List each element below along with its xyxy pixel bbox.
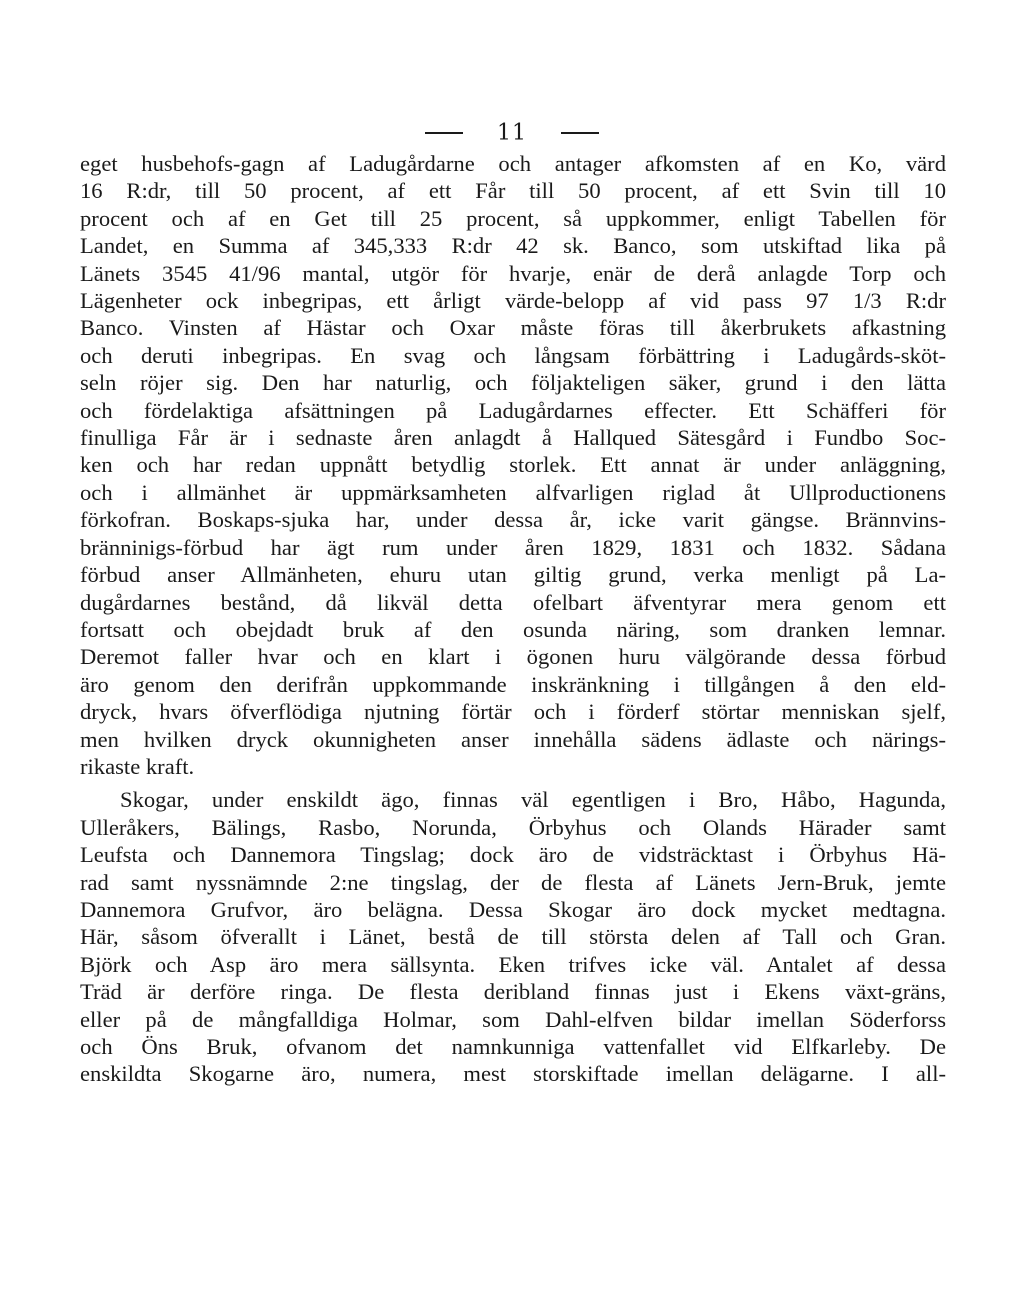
text-line: eget husbehofs-gagn af Ladugårdarne och antager afkomsten af en Ko, värd bbox=[80, 151, 946, 176]
text-line: Björk och Asp äro mera sällsynta. Eken trifves icke väl. Antalet af dessa bbox=[80, 951, 946, 977]
paragraph-1 bbox=[80, 150, 946, 780]
text-line: Länets 3545 41/96 mantal, utgör för hvarje, enär de derå anlagde Torp och bbox=[80, 260, 946, 286]
header-dash-left bbox=[425, 132, 463, 134]
text-line: Dannemora Grufvor, äro belägna. Dessa Skogar äro dock mycket medtagna. bbox=[80, 896, 946, 922]
text-line: seln röjer sig. Den har naturlig, och följakteligen säker, grund i den lätta bbox=[80, 370, 946, 396]
text-line: enskildta Skogarne äro, numera, mest storskiftade imellan delägarne. I all- bbox=[80, 1061, 946, 1087]
text-line: och Öns Bruk, ofvanom det namnkunniga vattenfallet vid Elfkarleby. De bbox=[80, 1034, 946, 1059]
text-line: Deremot faller hvar och en klart i ögonen huru välgörande dessa förbud bbox=[80, 644, 946, 670]
text-line: fortsatt och obejdadt bruk af den osunda näring, som dranken lemnar. bbox=[80, 616, 946, 642]
text-line: Leufsta och Dannemora Tingslag; dock äro de vidsträcktast i Örbyhus Hä- bbox=[80, 842, 946, 868]
text-line: rikaste kraft. bbox=[80, 753, 195, 779]
text-line: procent och af en Get till 25 procent, så uppkommer, enligt Tabellen för bbox=[80, 205, 946, 231]
text-line: äro genom den derifrån uppkommande inskränkning i tillgången å den eld- bbox=[80, 671, 946, 697]
header-dash-right bbox=[561, 132, 599, 134]
text-line: finulliga Får är i sednaste åren anlagdt å Hallqued Sätesgård i Fundbo Soc- bbox=[80, 425, 946, 451]
text-line: bränninigs-förbud har ägt rum under åren 1829, 1831 och 1832. Sådana bbox=[80, 534, 946, 560]
text-line: Ulleråkers, Bälings, Rasbo, Norunda, Örbyhus och Olands Härader samt bbox=[80, 814, 946, 840]
text-line: dugårdarnes bestånd, då likväl detta ofelbart äfventyrar mera genom ett bbox=[80, 589, 946, 615]
body-text bbox=[80, 150, 946, 1088]
text-line: ken och har redan uppnått betydlig storlek. Ett annat är under anläggning, bbox=[80, 452, 946, 478]
text-line: eller på de mångfalldiga Holmar, som Dahl-elfven bildar imellan Söderforss bbox=[80, 1006, 946, 1032]
text-line: 16 R:dr, till 50 procent, af ett Får till 50 procent, af ett Svin till 10 bbox=[80, 178, 946, 204]
text-line: rad samt nyssnämnde 2:ne tingslag, der de flesta af Länets Jern-Bruk, jemte bbox=[80, 869, 946, 895]
text-line: men hvilken dryck okunnigheten anser innehålla sädens ädlaste och närings- bbox=[80, 726, 946, 752]
page-header bbox=[0, 120, 1024, 146]
text-line: Här, såsom öfverallt i Länet, bestå de till största delen af Tall och Gran. bbox=[80, 924, 946, 950]
text-line: dryck, hvars öfverflödiga njutning förtär och i förderf störtar menniskan sjelf, bbox=[80, 699, 946, 725]
text-line: Banco. Vinsten af Hästar och Oxar måste föras till åkerbrukets afkastning bbox=[80, 315, 946, 341]
paragraph-2 bbox=[80, 786, 946, 1087]
text-line: Lägenheter ock inbegripas, ett årligt värde-belopp af vid pass 97 1/3 R:dr bbox=[80, 288, 946, 314]
text-line: förbud anser Allmänheten, ehuru utan giltig grund, verka menligt på La- bbox=[80, 562, 946, 588]
text-line: och deruti inbegripas. En svag och långsam förbättring i Ladugårds-sköt- bbox=[80, 342, 946, 368]
text-line: och fördelaktiga afsättningen på Ladugårdarnes effecter. Ett Schäfferi för bbox=[80, 397, 946, 423]
text-line: Landet, en Summa af 345,333 R:dr 42 sk. Banco, som utskiftad lika på bbox=[80, 233, 946, 259]
text-line: och i allmänhet är uppmärksamheten alfvarligen riglad åt Ullproductionens bbox=[80, 479, 946, 505]
text-line: förkofran. Boskaps-sjuka har, under dessa år, icke varit gängse. Brännvins- bbox=[80, 507, 946, 533]
page-number: 11 bbox=[497, 120, 527, 146]
text-line: Skogar, under enskildt ägo, finnas väl egentligen i Bro, Håbo, Hagunda, bbox=[120, 787, 946, 813]
text-line: Träd är derföre ringa. De flesta deribland finnas just i Ekens växt-gräns, bbox=[80, 979, 946, 1005]
